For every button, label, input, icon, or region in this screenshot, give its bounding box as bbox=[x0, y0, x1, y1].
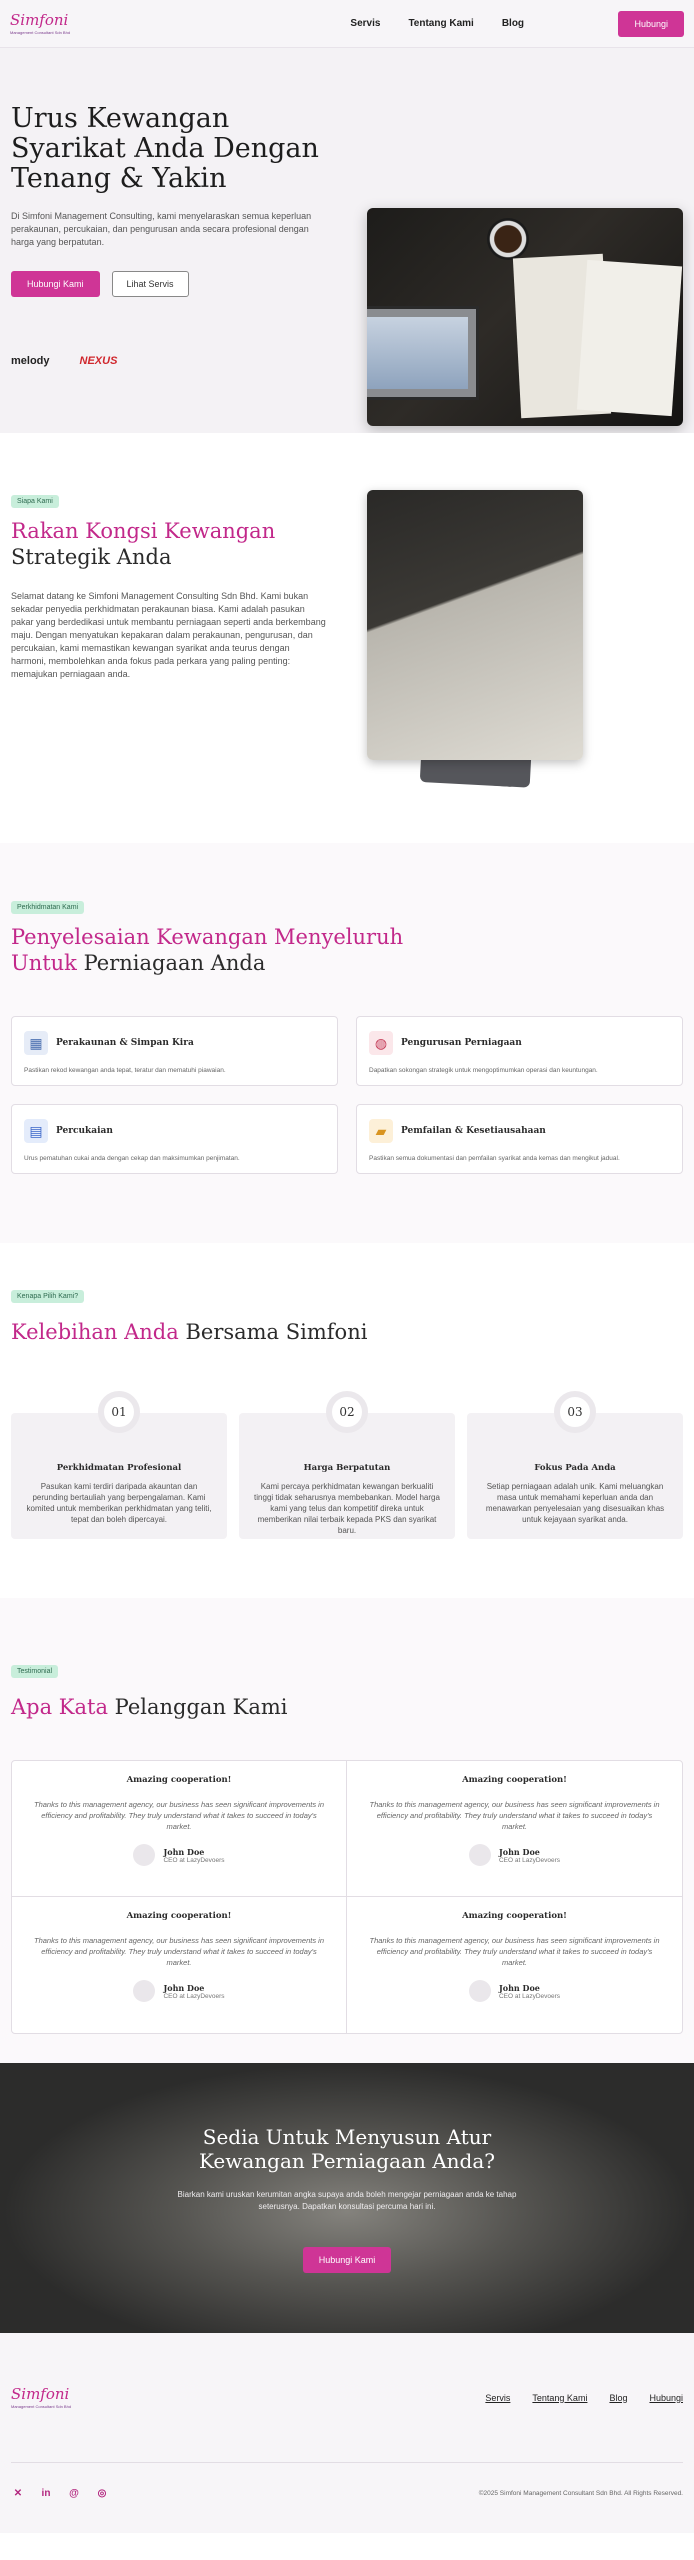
filing-icon: ▰ bbox=[369, 1119, 393, 1143]
hero-image bbox=[367, 208, 683, 426]
services-badge: Perkhidmatan Kami bbox=[11, 901, 84, 914]
testimonial-card bbox=[12, 1897, 347, 2033]
why-title-rest: Bersama Simfoni bbox=[185, 1320, 368, 1344]
laptop-graphic bbox=[367, 306, 479, 400]
service-card[interactable] bbox=[11, 1016, 338, 1086]
about-description: Selamat datang ke Simfoni Management Consulting Sdn Bhd. Kami bukan sekadar penyedia perkhidmatan perakaunan biasa. Kami adalah pasukan pakar yang berdedikasi untuk membantu perniagaan seperti anda berkembang maju. Dengan menyatukan kepakaran dalam perakaunan, pengurusan, dan percukaian, kami memastikan kewangan syarikat anda teurus dengan harmoni, membolehkan anda fokus pada perkara yang paling penting: memajukan perniagaan anda. bbox=[11, 591, 326, 679]
why-card-title: Fokus Pada Anda bbox=[534, 1463, 616, 1473]
testimonials-badge: Testimonial bbox=[11, 1665, 58, 1678]
testimonial-card bbox=[12, 1761, 347, 1897]
why-badge: Kenapa Pilih Kami? bbox=[11, 1290, 84, 1303]
nav-link-servis[interactable]: Servis bbox=[350, 18, 381, 29]
about-title-accent: Rakan Kongsi Kewangan bbox=[11, 519, 276, 543]
partner-logo-nexus: NEXUS bbox=[79, 355, 118, 367]
footer bbox=[0, 2333, 694, 2533]
partner-logo-melody: melody bbox=[11, 355, 50, 367]
business-icon: ◍ bbox=[369, 1031, 393, 1055]
nav-contact-button[interactable]: Hubungi bbox=[618, 11, 684, 37]
testimonials-title bbox=[11, 1694, 683, 1720]
social-links bbox=[11, 2486, 109, 2500]
testimonial-quote: Thanks to this management agency, our business has seen significant improvements in efficiency and profitability. They truly understand what it takes to succeed in today's market. bbox=[33, 1936, 324, 1967]
testimonial-name: John Doe bbox=[163, 1982, 205, 1993]
avatar bbox=[469, 1844, 491, 1866]
cta-contact-button[interactable]: Hubungi Kami bbox=[303, 2247, 392, 2273]
testimonial-role: CEO at LazyDevoers bbox=[163, 1992, 225, 2000]
testimonial-role: CEO at LazyDevoers bbox=[498, 1992, 561, 2000]
testimonial-name: John Doe bbox=[163, 1846, 205, 1857]
hero-section bbox=[0, 48, 694, 433]
copyright-text: ©2025 Simfoni Management Consultant Sdn Bhd. All Rights Reserved. bbox=[478, 2489, 683, 2497]
why-card bbox=[11, 1405, 227, 1539]
footer-link-tentang-kami[interactable]: Tentang Kami bbox=[532, 2392, 588, 2403]
service-title: Pemfailan & Kesetiausahaan bbox=[401, 1126, 546, 1136]
about-image bbox=[367, 490, 583, 760]
why-card bbox=[467, 1405, 683, 1539]
nav-links bbox=[350, 18, 524, 29]
cta-title: Sedia Untuk Menyusun Atur Kewangan Perniagaan Anda? bbox=[199, 2125, 495, 2173]
why-cards bbox=[11, 1405, 683, 1539]
testimonial-role: CEO at LazyDevoers bbox=[498, 1856, 561, 1864]
testimonial-quote: Thanks to this management agency, our business has seen significant improvements in efficiency and profitability. They truly understand what it takes to succeed in today's market. bbox=[369, 1800, 660, 1831]
services-section bbox=[0, 843, 694, 1243]
threads-icon[interactable]: @ bbox=[69, 2487, 79, 2499]
services-title-accent2: Untuk bbox=[11, 951, 77, 975]
testimonial-heading: Amazing cooperation! bbox=[462, 1775, 567, 1785]
why-card-title: Harga Berpatutan bbox=[303, 1463, 391, 1473]
why-section bbox=[0, 1243, 694, 1598]
service-title: Perakaunan & Simpan Kira bbox=[56, 1038, 194, 1048]
hero-services-button[interactable]: Lihat Servis bbox=[112, 271, 189, 297]
why-card-description: Kami percaya perkhidmatan kewangan berkualiti tinggi tidak seharusnya membebankan. Model harga kami yang telus dan kompetitif direka untuk memberikan nilai terbaik kepada PKS dan syarikat baru. bbox=[254, 1482, 440, 1535]
hero-contact-button[interactable]: Hubungi Kami bbox=[11, 271, 100, 297]
top-nav bbox=[0, 0, 694, 48]
about-title-rest: Strategik Anda bbox=[11, 545, 172, 569]
avatar bbox=[469, 1980, 491, 2002]
footer-link-hubungi[interactable]: Hubungi bbox=[649, 2392, 683, 2403]
services-title-accent: Penyelesaian Kewangan Menyeluruh bbox=[11, 925, 404, 949]
footer-logo[interactable] bbox=[11, 2381, 77, 2415]
about-image-stack bbox=[367, 490, 647, 785]
testimonial-card bbox=[347, 1897, 682, 2033]
cta-section bbox=[0, 2063, 694, 2333]
about-badge: Siapa Kami bbox=[11, 495, 59, 508]
tax-icon: ▤ bbox=[24, 1119, 48, 1143]
service-description: Pastikan rekod kewangan anda tepat, teratur dan mematuhi piawaian. bbox=[24, 1067, 226, 1074]
why-number: 02 bbox=[326, 1391, 368, 1433]
logo-wordmark: Simfoni bbox=[11, 2384, 70, 2403]
coffee-cup-graphic bbox=[487, 218, 529, 260]
why-title-accent: Kelebihan Anda bbox=[11, 1320, 179, 1344]
service-description: Pastikan semua dokumentasi dan pemfailan syarikat anda kemas dan mengikut jadual. bbox=[369, 1155, 620, 1162]
testimonials-section bbox=[0, 1598, 694, 2063]
why-card bbox=[239, 1405, 455, 1539]
service-card[interactable] bbox=[11, 1104, 338, 1174]
instagram-icon[interactable]: ◎ bbox=[97, 2487, 107, 2499]
services-title-rest: Perniagaan Anda bbox=[83, 951, 266, 975]
why-card-title: Perkhidmatan Profesional bbox=[56, 1463, 182, 1473]
service-title: Pengurusan Perniagaan bbox=[401, 1038, 522, 1048]
testimonials-grid bbox=[11, 1760, 683, 2034]
service-description: Urus pematuhan cukai anda dengan cekap dan maksimumkan penjimatan. bbox=[24, 1155, 240, 1162]
testimonial-card bbox=[347, 1761, 682, 1897]
ledger-icon: ▦ bbox=[24, 1031, 48, 1055]
service-card[interactable] bbox=[356, 1104, 683, 1174]
nav-link-tentang-kami[interactable]: Tentang Kami bbox=[408, 18, 474, 29]
hero-description: Di Simfoni Management Consulting, kami menyelaraskan semua keperluan perakaunan, percukaian, dan pengurusan anda secara profesional dengan harga yang berpatutan. bbox=[11, 211, 312, 247]
testimonial-quote: Thanks to this management agency, our business has seen significant improvements in efficiency and profitability. They truly understand what it takes to succeed in today's market. bbox=[369, 1936, 660, 1967]
why-number: 03 bbox=[554, 1391, 596, 1433]
avatar bbox=[133, 1844, 155, 1866]
logo-subtitle: Management Consultant Sdn Bhd bbox=[10, 29, 71, 35]
footer-links bbox=[485, 2393, 683, 2403]
cta-description: Biarkan kami uruskan kerumitan angka supaya anda boleh mengejar perniagaan anda ke tahap seterusnya. Dapatkan konsultasi percuma hari ini. bbox=[177, 2190, 517, 2211]
why-card-description: Setiap perniagaan adalah unik. Kami meluangkan masa untuk memahami keperluan anda dan menawarkan penyelesaian yang disesuaikan khas untuk kejayaan syarikat anda. bbox=[485, 1482, 665, 1524]
testimonial-quote: Thanks to this management agency, our business has seen significant improvements in efficiency and profitability. They truly understand what it takes to succeed in today's market. bbox=[33, 1800, 324, 1831]
nav-link-blog[interactable]: Blog bbox=[501, 18, 525, 29]
service-title: Percukaian bbox=[56, 1126, 113, 1136]
testimonial-name: John Doe bbox=[498, 1846, 540, 1857]
services-title bbox=[11, 924, 683, 976]
testimonials-title-accent: Apa Kata bbox=[11, 1695, 108, 1719]
linkedin-icon[interactable]: in bbox=[41, 2487, 51, 2499]
service-description: Dapatkan sokongan strategik untuk mengoptimumkan operasi dan keuntungan. bbox=[369, 1067, 598, 1074]
avatar bbox=[133, 1980, 155, 2002]
testimonial-role: CEO at LazyDevoers bbox=[163, 1856, 225, 1864]
testimonial-heading: Amazing cooperation! bbox=[126, 1911, 232, 1921]
why-number: 01 bbox=[98, 1391, 140, 1433]
logo-subtitle: Management Consultant Sdn Bhd bbox=[11, 2403, 72, 2409]
service-card[interactable] bbox=[356, 1016, 683, 1086]
testimonial-name: John Doe bbox=[498, 1982, 540, 1993]
why-title bbox=[11, 1319, 683, 1345]
services-grid bbox=[11, 1016, 683, 1174]
x-icon[interactable]: ✕ bbox=[13, 2487, 23, 2499]
hero-title: Urus Kewangan Syarikat Anda Dengan Tenang & Yakin bbox=[11, 103, 319, 194]
footer-link-servis[interactable]: Servis bbox=[485, 2392, 511, 2403]
site-logo[interactable] bbox=[10, 7, 76, 41]
testimonial-heading: Amazing cooperation! bbox=[462, 1911, 567, 1921]
about-section bbox=[0, 433, 694, 843]
why-card-description: Pasukan kami terdiri daripada akauntan dan perunding bertauliah yang berpengalaman. Kami komited untuk memberikan perkhidmatan yang teliti, tepat dan boleh dipercayai. bbox=[26, 1482, 212, 1524]
logo-wordmark: Simfoni bbox=[10, 10, 69, 29]
footer-link-blog[interactable]: Blog bbox=[609, 2392, 628, 2403]
testimonials-title-rest: Pelanggan Kami bbox=[114, 1695, 288, 1719]
testimonial-heading: Amazing cooperation! bbox=[126, 1775, 232, 1785]
